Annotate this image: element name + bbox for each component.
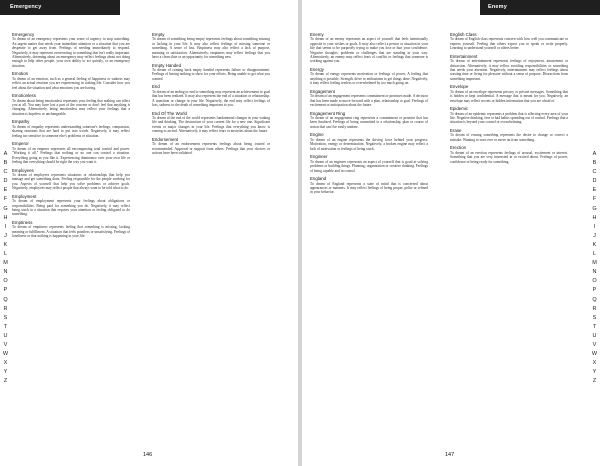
left-column-1 [12,32,130,242]
left-alphabet-index [1,150,10,386]
entry-heading: Empty [152,32,165,37]
alphabet-letter: B [3,160,8,167]
dictionary-entry [310,32,428,64]
alphabet-letter: V [3,341,8,348]
entry-heading: End Of The World [152,110,187,116]
entry-text: To dream of an ending or end to something may represent an achievement or goal that has been realized. It may also represent the end of a situation or relationship. A transition or change in your life. Negatively, the end may reflect feelings of loss, sadness or the death of something important to you. [152,89,270,108]
dictionary-entry [12,93,130,116]
left-column-2 [152,32,270,159]
entry-text: To dream of empathy represents understanding someone's feelings, compassion, sharing emotions that are hard to put into words. Negatively, it may reflect feeling too sensitive to someone else's problems or situation. [12,124,130,138]
entry-heading: Employees [12,167,34,173]
entry-text: To dream of employment represents your feelings about obligations or responsibilities. Being paid for something you do. Negatively, it may reflect being stuck in a situation that requires your attention or feeling obligated to do something. [12,199,130,217]
alphabet-letter: E [3,187,8,194]
entry-text: To dream of emptiness represents feeling that something is missing, lacking meaning or fulfillment. A situation that feels pointless or unsatisfying. Feelings of loneliness or that nothing is happening in your life. [12,225,130,239]
alphabet-letter: E [592,187,597,194]
alphabet-letter: G [592,205,597,212]
entry-heading: Emotionless [12,93,36,99]
alphabet-letter: O [592,278,597,285]
right-page-number: 147 [445,452,455,458]
entry-text: To dream of employees represents situations or relationships that help you manage and get something done. Feeling responsible for the people working for you. Aspects of yourself that help you solve problems or achieve goals. Negatively, employees may reflect people that always want to be told what to do. [12,172,130,191]
alphabet-letter: A [592,151,597,157]
entry-heading: Engagement [310,88,335,94]
entry-text: To dream of an emergency represents your sense of urgency to stop something. An urgent matter that needs your immediate attention or a situation that you are desperate to get away from. Feelings of needing immediately to respond. Negatively, it may represent overreacting to something that isn't really important. Alternatively, dreaming about an emergency may reflect feelings about not doing enough to help other people, your own ability to act quickly, or an emergency situation. [12,37,130,68]
entry-heading: End [152,84,160,90]
dictionary-entry [152,137,270,156]
entry-text: To dream of England represents a state of mind that is concerned about appearances or manners. It may reflect feelings of being proper, polite or refined in your behavior. [310,181,428,195]
dictionary-entry [12,32,130,68]
alphabet-letter: M [3,260,8,267]
alphabet-letter: P [3,287,8,294]
entry-heading: Erection [450,145,467,151]
alphabet-letter: U [3,332,8,339]
dictionary-entry [450,84,568,103]
dictionary-entry [310,132,428,151]
dictionary-entry [12,168,130,191]
alphabet-letter: K [592,241,597,248]
dictionary-entry [12,141,130,164]
right-column-1 [310,32,428,198]
alphabet-letter: M [592,260,597,267]
alphabet-letter: L [3,251,8,258]
dictionary-entry [310,89,428,108]
entry-heading: English Class [450,32,477,37]
entry-heading: England [310,176,327,182]
alphabet-letter: Q [592,296,597,303]
dictionary-entry [310,111,428,130]
alphabet-letter: X [592,360,597,367]
left-page-header: Emergency [0,0,120,15]
dictionary-entry [12,194,130,217]
entry-text: To dream of an engineer represents an aspect of yourself that is good at solving problems or building things. Planning, organization or creative thinking. Feelings of being capable and in control. [310,159,428,173]
left-page [0,0,298,466]
entry-heading: Emperor [12,141,29,147]
alphabet-letter: O [3,278,8,285]
alphabet-letter: S [3,314,8,321]
entry-text: To dream of an engagement represents commitment or promises made. A decision that has been made to move forward with a plan, relationship or goal. Feelings of excitement or anticipation about the future. [310,94,428,108]
dictionary-entry [152,63,270,82]
entry-text: To dream of English class represents concern with how well you communicate or express yourself. Feeling that others expect you to speak or write properly. Learning to understand yourself or others better. [450,37,568,51]
left-page-number: 146 [143,452,153,458]
alphabet-letter: F [592,196,597,203]
entry-heading: Engineer [310,154,328,160]
alphabet-letter: R [592,305,597,312]
alphabet-letter: Q [3,296,8,303]
right-alphabet-index [590,150,599,386]
alphabet-letter: C [592,169,597,176]
dictionary-entry [152,84,270,107]
dictionary-entry [12,71,130,90]
dictionary-entry [12,119,130,138]
entry-text: To dream of entertainment represents feelings of enjoyment, amusement or distraction. Alternatively, it may reflect avoiding responsibilities or something that needs your attention. Negatively, entertainment may reflect feelings about wasting time or living for pleasure without a sense of purpose. Distractions from something important. [450,59,568,81]
entry-text: To dream of the end of the world represents fundamental changes in your waking life and thinking. The destruction of your current life for a new one. Significant events or major changes in your life. Feelings that everything you know is coming to an end. Alternatively, it may reflect fears or anxieties about the future. [152,116,270,134]
alphabet-letter: V [592,341,597,348]
dictionary-entry [450,145,568,164]
alphabet-letter: I [4,223,7,230]
alphabet-letter: F [3,196,8,203]
entry-heading: Engagement Ring [310,110,346,116]
alphabet-letter: L [592,251,597,258]
entry-text: To dream of an endorsement represents feelings about being trusted or recommended. Approval or support from others. Feelings that your choices or actions have been validated. [152,142,270,156]
entry-heading: Emotion [12,71,29,77]
alphabet-letter: N [3,269,8,276]
entry-text: To dream of an epidemic represents a problem that is affecting every area of your life. Negative thinking, fear or bad habits spreading out of control. Feelings that a situation is beyond your control or overwhelming. [450,111,568,125]
entry-text: To dream of an engagement ring represents a commitment or promise that has been finalized. Feelings of being committed to a relationship, plan or course of action that can't be easily undone. [310,116,428,129]
entry-heading: Enemy [310,32,324,37]
entry-heading: Emptiness [12,219,33,225]
entry-heading: Entertainment [450,53,478,59]
right-page-header: Enemy [480,0,600,15]
entry-text: To dream of something being empty represents feelings about something missing or lacking in your life. It may also reflect feelings of missing someone or something. A sense of loss. Emptiness may also reflect a lack of purpose, meaning or satisfaction. Alternatively, emptiness may reflect feelings that you have a clean slate or an opportunity for something new. [152,37,270,60]
alphabet-letter: A [3,151,8,157]
alphabet-letter: J [4,232,7,239]
alphabet-letter: B [592,160,597,167]
alphabet-letter: T [3,323,8,330]
alphabet-letter: P [592,287,597,294]
alphabet-letter: Y [592,369,597,376]
entry-heading: Epidemic [450,106,469,112]
right-page [302,0,600,466]
alphabet-letter: N [592,269,597,276]
entry-text: To dream of an emotion, such as a general feeling of happiness or sadness may reflect an actual emotion you are experiencing in waking life. Consider how you feel about the situation and what emotions you are having. [12,76,130,90]
alphabet-letter: Z [3,378,8,385]
alphabet-letter: D [3,178,8,185]
alphabet-letter: G [3,205,8,212]
dictionary-entry [310,154,428,173]
entry-heading: Engine [310,132,324,138]
alphabet-letter: J [593,232,596,239]
alphabet-letter: T [592,323,597,330]
alphabet-letter: K [3,241,8,248]
alphabet-letter: I [593,223,596,230]
entry-text: To dream of an erection represents feelings of arousal, excitement or interest. Something that you are very interested in or excited about. Feelings of power, confidence or being ready for something. [450,150,568,164]
entry-text: To dream of an emperor represents all encompassing total control and power. "Working it all." Feelings that nothing or no one can control a situation. Everything going as you like it. Experiencing dominance over your own life or feeling that everything should be right the way you want it. [12,146,130,164]
entry-heading: Endorsement [152,136,179,142]
alphabet-letter: Z [592,378,597,385]
entry-text: To dream of an engine represents the driving force behind your progress. Motivation, energy or determination. Negatively, a broken engine may reflect a lack of motivation or feelings of being stuck. [310,137,428,151]
alphabet-letter: Y [3,369,8,376]
dictionary-entry [310,67,428,86]
alphabet-letter: H [3,214,8,221]
entry-heading: Emergency [12,32,35,37]
entry-heading: Employment [12,193,37,199]
alphabet-letter: H [592,214,597,221]
alphabet-letter: D [592,178,597,185]
alphabet-letter: W [591,351,598,358]
alphabet-letter: X [3,360,8,367]
entry-text: To dream of coming back empty handed represents failure or disappointment. Feelings of having nothing to show for your efforts. Being unable to get what you wanted. [152,68,270,81]
dictionary-entry [450,54,568,81]
alphabet-letter: U [592,332,597,339]
entry-text: To dream of erasing something represents the desire to change or correct a mistake. Wanting to start over or move on from something. [450,133,568,142]
entry-heading: Empathy [12,119,30,125]
entry-heading: Envelope [450,84,469,90]
entry-text: To dream of energy represents motivation or feelings of power. A feeling that anything is possible. Strength, drive or enthusiasm to get things done. Negatively, it may reflect feeling restless or overwhelmed by too much going on. [310,72,428,86]
entry-text: To dream of an envelope represents privacy or private messages. Something that is hidden or kept confidential. A message that is meant for you. Negatively, an envelope may reflect secrets or hidden information that you are afraid of. [450,89,568,103]
alphabet-letter: W [2,351,9,358]
dictionary-entry [450,106,568,125]
dictionary-entry [310,176,428,195]
dictionary-entry [152,32,270,59]
right-column-2 [450,32,568,167]
entry-heading: Energy [310,67,324,73]
alphabet-letter: C [3,169,8,176]
dictionary-entry [450,32,568,51]
entry-text: To dream of an enemy represents an aspect of yourself that feels intentionally opposite to your wishes or goals. It may also reflect a person or situation in your life that seems to be purposely trying to make you lose or hurt your confidence. Negative thoughts, problems or challenges that are standing in your way. Alternatively, an enemy may reflect fears of conflict or feelings that someone is working against you. [310,37,428,64]
entry-text: To dream about being emotionless represents your feeling that nothing can affect you at all. You may have lost a part of the concern or don't feel that anything is changing. Alternatively, being emotionless may reflect your feelings that a situation is hopeless or unchangeable. [12,98,130,116]
alphabet-letter: S [592,314,597,321]
entry-heading: Erase [450,128,462,134]
entry-heading: Empty Handed [152,62,182,68]
dictionary-entry [152,111,270,134]
dictionary-entry [12,220,130,239]
dictionary-entry [450,128,568,142]
alphabet-letter: R [3,305,8,312]
